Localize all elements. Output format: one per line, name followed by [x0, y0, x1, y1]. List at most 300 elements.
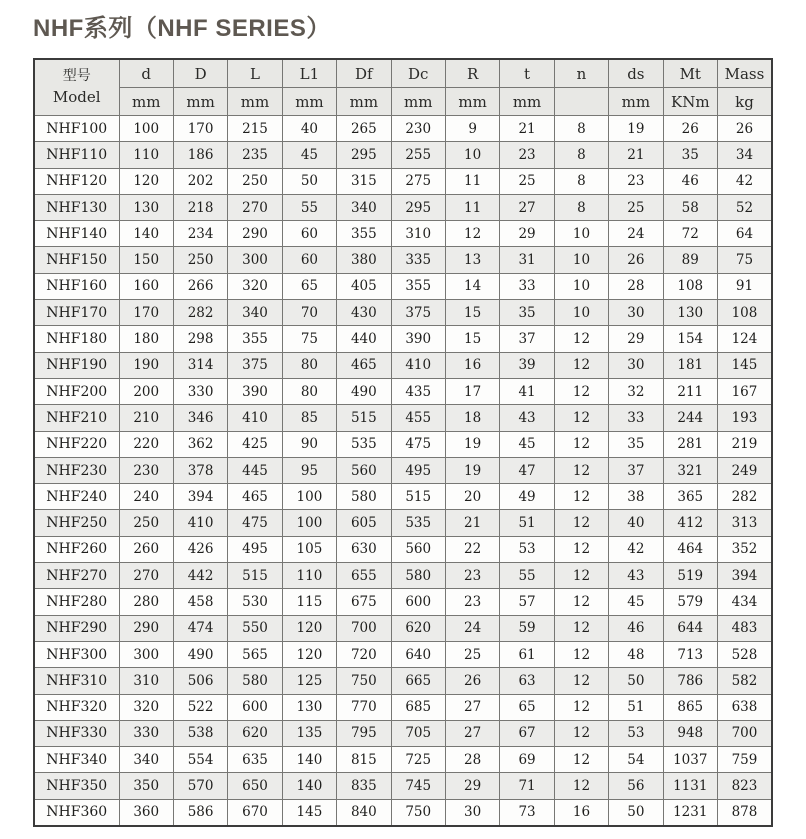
table-row [34, 615, 772, 641]
cell-value: 665 [391, 668, 445, 694]
column-header-label: ds [609, 59, 663, 88]
cell-value: 27 [445, 694, 499, 720]
cell-value: 295 [337, 142, 391, 168]
cell-value: 16 [445, 352, 499, 378]
cell-value: 12 [554, 326, 608, 352]
cell-value: 90 [282, 431, 336, 457]
cell-value: 410 [173, 510, 227, 536]
cell-value: 528 [717, 641, 772, 667]
cell-value: 67 [500, 720, 554, 746]
cell-value: 85 [282, 405, 336, 431]
cell-value: 37 [500, 326, 554, 352]
cell-value: 180 [119, 326, 173, 352]
cell-model: NHF190 [34, 352, 119, 378]
cell-value: 60 [282, 247, 336, 273]
cell-value: 522 [173, 694, 227, 720]
cell-value: 53 [609, 720, 663, 746]
cell-value: 27 [500, 194, 554, 220]
table-row [34, 168, 772, 194]
table-row [34, 773, 772, 799]
cell-value: 9 [445, 116, 499, 142]
cell-value: 554 [173, 747, 227, 773]
table-row [34, 563, 772, 589]
cell-model: NHF270 [34, 563, 119, 589]
cell-value: 110 [282, 563, 336, 589]
cell-value: 100 [282, 510, 336, 536]
table-header-row-labels [34, 59, 772, 88]
cell-value: 41 [500, 378, 554, 404]
cell-value: 95 [282, 457, 336, 483]
cell-value: 410 [391, 352, 445, 378]
column-header-label: D [173, 59, 227, 88]
cell-value: 355 [391, 273, 445, 299]
cell-value: 635 [228, 747, 282, 773]
cell-value: 355 [228, 326, 282, 352]
cell-value: 560 [391, 536, 445, 562]
cell-value: 770 [337, 694, 391, 720]
cell-value: 32 [609, 378, 663, 404]
cell-value: 550 [228, 615, 282, 641]
cell-value: 426 [173, 536, 227, 562]
cell-value: 412 [663, 510, 717, 536]
cell-value: 145 [717, 352, 772, 378]
cell-value: 281 [663, 431, 717, 457]
cell-value: 211 [663, 378, 717, 404]
cell-value: 362 [173, 431, 227, 457]
cell-value: 167 [717, 378, 772, 404]
cell-value: 42 [609, 536, 663, 562]
cell-value: 75 [717, 247, 772, 273]
cell-value: 670 [228, 799, 282, 826]
cell-value: 759 [717, 747, 772, 773]
cell-value: 12 [554, 615, 608, 641]
cell-value: 250 [173, 247, 227, 273]
cell-value: 300 [119, 641, 173, 667]
cell-value: 80 [282, 352, 336, 378]
cell-value: 685 [391, 694, 445, 720]
cell-value: 330 [173, 378, 227, 404]
cell-value: 313 [717, 510, 772, 536]
cell-value: 120 [119, 168, 173, 194]
cell-value: 10 [445, 142, 499, 168]
cell-value: 110 [119, 142, 173, 168]
cell-value: 650 [228, 773, 282, 799]
cell-value: 25 [609, 194, 663, 220]
cell-value: 30 [609, 352, 663, 378]
cell-value: 519 [663, 563, 717, 589]
cell-value: 314 [173, 352, 227, 378]
cell-value: 46 [609, 615, 663, 641]
cell-value: 948 [663, 720, 717, 746]
table-row [34, 694, 772, 720]
cell-value: 265 [337, 116, 391, 142]
cell-value: 355 [337, 221, 391, 247]
cell-value: 235 [228, 142, 282, 168]
table-row [34, 194, 772, 220]
cell-value: 495 [391, 457, 445, 483]
cell-value: 24 [445, 615, 499, 641]
cell-value: 70 [282, 300, 336, 326]
table-row [34, 405, 772, 431]
column-header-unit: mm [445, 88, 499, 116]
cell-value: 65 [282, 273, 336, 299]
cell-value: 1037 [663, 747, 717, 773]
column-header-model-en: Model [52, 87, 101, 106]
cell-value: 12 [554, 510, 608, 536]
cell-value: 23 [445, 589, 499, 615]
cell-value: 12 [554, 747, 608, 773]
cell-value: 560 [337, 457, 391, 483]
cell-value: 64 [717, 221, 772, 247]
cell-value: 360 [119, 799, 173, 826]
cell-value: 394 [717, 563, 772, 589]
cell-value: 12 [445, 221, 499, 247]
cell-value: 11 [445, 194, 499, 220]
cell-value: 250 [119, 510, 173, 536]
table-row [34, 273, 772, 299]
cell-value: 20 [445, 484, 499, 510]
cell-model: NHF290 [34, 615, 119, 641]
cell-value: 445 [228, 457, 282, 483]
cell-value: 586 [173, 799, 227, 826]
cell-value: 26 [663, 116, 717, 142]
cell-value: 434 [717, 589, 772, 615]
table-row [34, 326, 772, 352]
cell-value: 435 [391, 378, 445, 404]
cell-value: 12 [554, 405, 608, 431]
column-header-label: d [119, 59, 173, 88]
cell-value: 249 [717, 457, 772, 483]
cell-value: 835 [337, 773, 391, 799]
cell-value: 282 [173, 300, 227, 326]
cell-model: NHF300 [34, 641, 119, 667]
cell-value: 425 [228, 431, 282, 457]
cell-value: 580 [391, 563, 445, 589]
cell-model: NHF220 [34, 431, 119, 457]
cell-value: 298 [173, 326, 227, 352]
table-row [34, 484, 772, 510]
cell-value: 266 [173, 273, 227, 299]
cell-value: 750 [391, 799, 445, 826]
cell-value: 713 [663, 641, 717, 667]
cell-value: 27 [445, 720, 499, 746]
cell-value: 19 [609, 116, 663, 142]
cell-value: 181 [663, 352, 717, 378]
cell-value: 12 [554, 352, 608, 378]
cell-model: NHF250 [34, 510, 119, 536]
cell-value: 49 [500, 484, 554, 510]
column-header-unit: mm [337, 88, 391, 116]
cell-value: 11 [445, 168, 499, 194]
cell-value: 675 [337, 589, 391, 615]
cell-value: 45 [282, 142, 336, 168]
cell-value: 120 [282, 641, 336, 667]
cell-value: 21 [609, 142, 663, 168]
cell-value: 13 [445, 247, 499, 273]
cell-value: 170 [119, 300, 173, 326]
cell-value: 465 [337, 352, 391, 378]
cell-value: 582 [717, 668, 772, 694]
cell-value: 10 [554, 273, 608, 299]
cell-value: 495 [228, 536, 282, 562]
cell-value: 12 [554, 720, 608, 746]
cell-value: 410 [228, 405, 282, 431]
cell-value: 19 [445, 431, 499, 457]
cell-value: 26 [609, 247, 663, 273]
cell-value: 108 [717, 300, 772, 326]
cell-value: 745 [391, 773, 445, 799]
column-header-unit: mm [119, 88, 173, 116]
cell-value: 375 [391, 300, 445, 326]
cell-value: 275 [391, 168, 445, 194]
table-row [34, 116, 772, 142]
cell-value: 375 [228, 352, 282, 378]
cell-value: 340 [119, 747, 173, 773]
cell-value: 69 [500, 747, 554, 773]
cell-value: 12 [554, 536, 608, 562]
cell-value: 218 [173, 194, 227, 220]
cell-value: 15 [445, 326, 499, 352]
cell-model: NHF100 [34, 116, 119, 142]
cell-model: NHF330 [34, 720, 119, 746]
cell-value: 57 [500, 589, 554, 615]
cell-value: 638 [717, 694, 772, 720]
cell-value: 75 [282, 326, 336, 352]
cell-value: 220 [119, 431, 173, 457]
table-row [34, 589, 772, 615]
cell-value: 506 [173, 668, 227, 694]
cell-value: 270 [228, 194, 282, 220]
cell-value: 60 [282, 221, 336, 247]
cell-value: 530 [228, 589, 282, 615]
cell-model: NHF160 [34, 273, 119, 299]
cell-model: NHF340 [34, 747, 119, 773]
column-header-label: Mt [663, 59, 717, 88]
table-row [34, 536, 772, 562]
cell-value: 25 [445, 641, 499, 667]
cell-value: 8 [554, 116, 608, 142]
cell-value: 15 [445, 300, 499, 326]
cell-model: NHF200 [34, 378, 119, 404]
cell-value: 878 [717, 799, 772, 826]
cell-value: 16 [554, 799, 608, 826]
cell-value: 320 [228, 273, 282, 299]
cell-value: 340 [337, 194, 391, 220]
table-row [34, 221, 772, 247]
cell-value: 786 [663, 668, 717, 694]
cell-value: 1131 [663, 773, 717, 799]
cell-value: 22 [445, 536, 499, 562]
cell-value: 474 [173, 615, 227, 641]
cell-value: 515 [228, 563, 282, 589]
cell-value: 655 [337, 563, 391, 589]
cell-value: 140 [119, 221, 173, 247]
table-header [34, 59, 772, 116]
cell-value: 219 [717, 431, 772, 457]
cell-value: 30 [445, 799, 499, 826]
table-row [34, 720, 772, 746]
cell-value: 12 [554, 378, 608, 404]
cell-value: 154 [663, 326, 717, 352]
column-header-label: L [228, 59, 282, 88]
cell-value: 45 [609, 589, 663, 615]
cell-value: 8 [554, 194, 608, 220]
cell-value: 19 [445, 457, 499, 483]
cell-value: 250 [228, 168, 282, 194]
cell-value: 43 [500, 405, 554, 431]
cell-value: 18 [445, 405, 499, 431]
cell-value: 340 [228, 300, 282, 326]
cell-value: 33 [500, 273, 554, 299]
cell-value: 12 [554, 563, 608, 589]
cell-value: 240 [119, 484, 173, 510]
cell-model: NHF360 [34, 799, 119, 826]
cell-model: NHF210 [34, 405, 119, 431]
cell-value: 350 [119, 773, 173, 799]
cell-value: 21 [445, 510, 499, 536]
column-header-label: t [500, 59, 554, 88]
cell-value: 210 [119, 405, 173, 431]
table-row [34, 247, 772, 273]
cell-value: 579 [663, 589, 717, 615]
cell-value: 55 [282, 194, 336, 220]
cell-value: 380 [337, 247, 391, 273]
cell-value: 26 [717, 116, 772, 142]
cell-value: 390 [228, 378, 282, 404]
column-header-unit: mm [391, 88, 445, 116]
cell-value: 73 [500, 799, 554, 826]
table-row [34, 510, 772, 536]
cell-value: 352 [717, 536, 772, 562]
cell-value: 335 [391, 247, 445, 273]
cell-value: 115 [282, 589, 336, 615]
cell-value: 260 [119, 536, 173, 562]
column-header-unit [554, 88, 608, 116]
cell-value: 280 [119, 589, 173, 615]
table-row [34, 352, 772, 378]
table-row [34, 747, 772, 773]
cell-value: 535 [337, 431, 391, 457]
cell-model: NHF150 [34, 247, 119, 273]
cell-value: 12 [554, 589, 608, 615]
cell-value: 39 [500, 352, 554, 378]
cell-value: 31 [500, 247, 554, 273]
cell-model: NHF130 [34, 194, 119, 220]
cell-value: 475 [391, 431, 445, 457]
cell-value: 35 [609, 431, 663, 457]
cell-value: 29 [500, 221, 554, 247]
cell-value: 105 [282, 536, 336, 562]
cell-value: 50 [609, 668, 663, 694]
cell-value: 458 [173, 589, 227, 615]
cell-value: 40 [609, 510, 663, 536]
cell-value: 390 [391, 326, 445, 352]
column-header-label: Mass [717, 59, 772, 88]
cell-value: 53 [500, 536, 554, 562]
cell-value: 50 [282, 168, 336, 194]
cell-value: 600 [228, 694, 282, 720]
cell-value: 56 [609, 773, 663, 799]
cell-value: 282 [717, 484, 772, 510]
table-row [34, 431, 772, 457]
table-row [34, 378, 772, 404]
cell-value: 378 [173, 457, 227, 483]
cell-value: 130 [282, 694, 336, 720]
cell-value: 193 [717, 405, 772, 431]
cell-value: 630 [337, 536, 391, 562]
cell-value: 12 [554, 457, 608, 483]
cell-value: 46 [663, 168, 717, 194]
cell-value: 815 [337, 747, 391, 773]
cell-value: 538 [173, 720, 227, 746]
cell-value: 12 [554, 694, 608, 720]
cell-value: 125 [282, 668, 336, 694]
cell-value: 10 [554, 247, 608, 273]
cell-value: 51 [609, 694, 663, 720]
cell-value: 442 [173, 563, 227, 589]
cell-value: 565 [228, 641, 282, 667]
cell-value: 455 [391, 405, 445, 431]
cell-value: 310 [391, 221, 445, 247]
cell-value: 700 [337, 615, 391, 641]
cell-value: 65 [500, 694, 554, 720]
cell-value: 80 [282, 378, 336, 404]
cell-value: 29 [609, 326, 663, 352]
table-header-row-units [34, 88, 772, 116]
cell-value: 580 [337, 484, 391, 510]
cell-value: 135 [282, 720, 336, 746]
column-header-unit: mm [173, 88, 227, 116]
cell-value: 47 [500, 457, 554, 483]
cell-value: 430 [337, 300, 391, 326]
cell-model: NHF240 [34, 484, 119, 510]
cell-value: 42 [717, 168, 772, 194]
cell-value: 51 [500, 510, 554, 536]
cell-value: 120 [282, 615, 336, 641]
cell-model: NHF310 [34, 668, 119, 694]
cell-model: NHF140 [34, 221, 119, 247]
cell-value: 600 [391, 589, 445, 615]
cell-value: 170 [173, 116, 227, 142]
cell-value: 35 [663, 142, 717, 168]
cell-value: 12 [554, 484, 608, 510]
column-header-unit: mm [609, 88, 663, 116]
cell-value: 26 [445, 668, 499, 694]
cell-value: 61 [500, 641, 554, 667]
cell-value: 620 [391, 615, 445, 641]
cell-model: NHF280 [34, 589, 119, 615]
cell-value: 12 [554, 431, 608, 457]
cell-value: 130 [663, 300, 717, 326]
cell-value: 290 [119, 615, 173, 641]
cell-value: 640 [391, 641, 445, 667]
cell-value: 33 [609, 405, 663, 431]
cell-value: 34 [717, 142, 772, 168]
cell-value: 190 [119, 352, 173, 378]
cell-value: 140 [282, 773, 336, 799]
cell-value: 145 [282, 799, 336, 826]
column-header-label: Df [337, 59, 391, 88]
cell-value: 440 [337, 326, 391, 352]
cell-value: 50 [609, 799, 663, 826]
column-header-label: Dc [391, 59, 445, 88]
cell-value: 365 [663, 484, 717, 510]
cell-value: 330 [119, 720, 173, 746]
cell-value: 30 [609, 300, 663, 326]
cell-value: 43 [609, 563, 663, 589]
cell-value: 12 [554, 773, 608, 799]
cell-value: 28 [445, 747, 499, 773]
